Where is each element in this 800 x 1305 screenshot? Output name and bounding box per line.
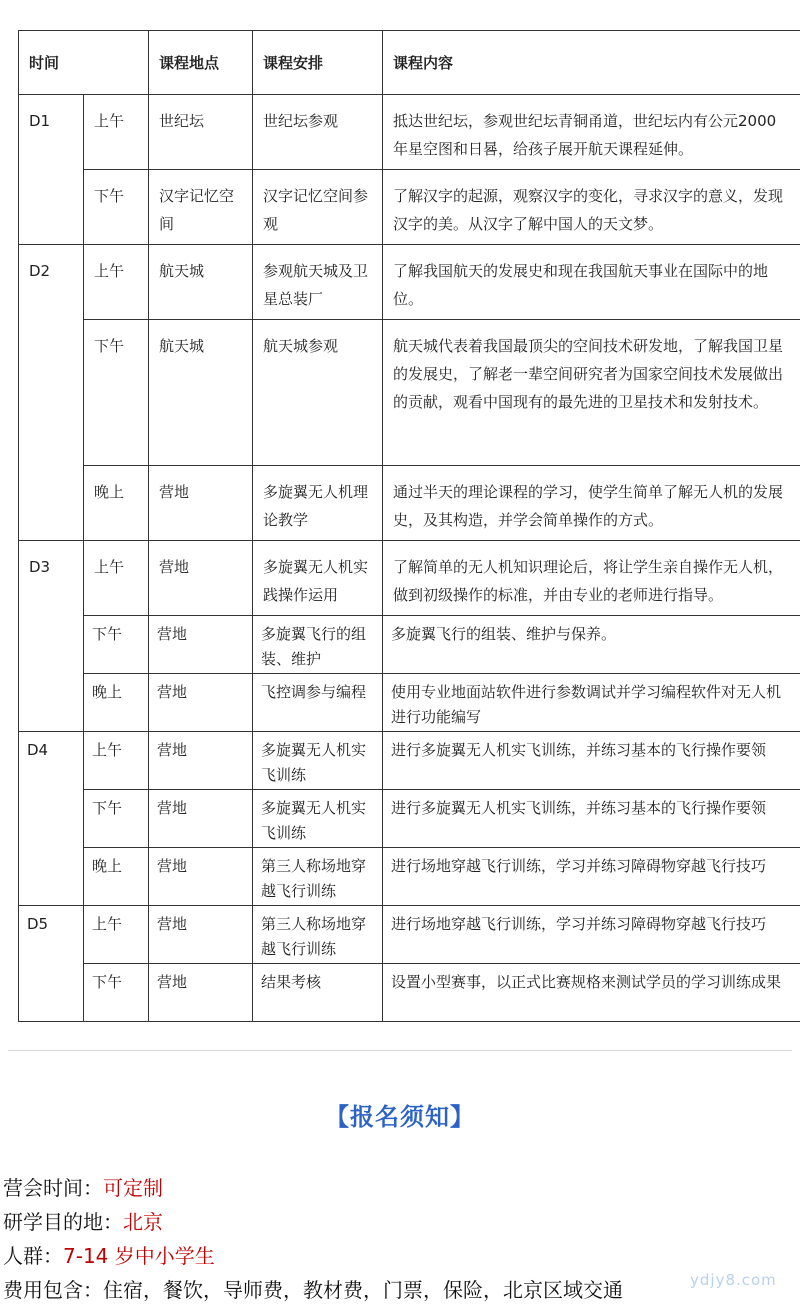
table-row	[19, 732, 800, 790]
location-cell: 营地	[149, 674, 253, 732]
info-label: 人群：	[3, 1244, 63, 1268]
table-row	[19, 95, 800, 170]
header-arrangement: 课程安排	[253, 31, 383, 95]
location-cell: 营地	[149, 466, 253, 541]
day-label: D5	[19, 906, 84, 1022]
location-cell: 营地	[149, 732, 253, 790]
period-cell: 上午	[84, 732, 149, 790]
table-row	[19, 790, 800, 848]
period-cell: 上午	[84, 245, 149, 320]
arrangement-cell: 结果考核	[253, 964, 383, 1022]
course-schedule-table	[18, 30, 800, 1022]
table-row	[19, 848, 800, 906]
table-row	[19, 616, 800, 674]
header-location: 课程地点	[149, 31, 253, 95]
location-cell: 航天城	[149, 320, 253, 466]
period-cell: 下午	[84, 790, 149, 848]
location-cell: 营地	[149, 848, 253, 906]
day-label: D1	[19, 95, 84, 245]
table-row	[19, 320, 800, 466]
info-line-fees	[3, 1274, 623, 1303]
period-cell: 晚上	[84, 848, 149, 906]
location-cell: 汉字记忆空间	[149, 170, 253, 245]
arrangement-cell: 多旋翼无人机实飞训练	[253, 732, 383, 790]
info-label: 营会时间：	[3, 1176, 103, 1200]
info-label: 研学目的地：	[3, 1210, 123, 1234]
content-cell: 通过半天的理论课程的学习，使学生简单了解无人机的发展史，及其构造，并学会简单操作的方式。	[383, 466, 800, 541]
location-cell: 营地	[149, 964, 253, 1022]
arrangement-cell: 飞控调参与编程	[253, 674, 383, 732]
table-header-row	[19, 31, 800, 95]
content-cell: 航天城代表着我国最顶尖的空间技术研发地，了解我国卫星的发展史，了解老一辈空间研究者为国家空间技术发展做出的贡献，观看中国现有的最先进的卫星技术和发射技术。	[383, 320, 800, 466]
watermark: ydjy8.com	[690, 1271, 777, 1289]
table-row	[19, 674, 800, 732]
content-cell: 使用专业地面站软件进行参数调试并学习编程软件对无人机进行功能编写	[383, 674, 800, 732]
period-cell: 上午	[84, 541, 149, 616]
content-cell: 抵达世纪坛，参观世纪坛青铜甬道，世纪坛内有公元2000年星空图和日晷，给孩子展开航天课程延伸。	[383, 95, 800, 170]
period-cell: 晚上	[84, 674, 149, 732]
arrangement-cell: 多旋翼无人机理论教学	[253, 466, 383, 541]
location-cell: 营地	[149, 790, 253, 848]
arrangement-cell: 多旋翼无人机实践操作运用	[253, 541, 383, 616]
info-value: 7-14 岁中小学生	[63, 1244, 215, 1268]
period-cell: 上午	[84, 95, 149, 170]
arrangement-cell: 第三人称场地穿越飞行训练	[253, 848, 383, 906]
content-cell: 进行场地穿越飞行训练，学习并练习障碍物穿越飞行技巧	[383, 848, 800, 906]
table-row	[19, 245, 800, 320]
table-row	[19, 170, 800, 245]
notice-title: 【报名须知】	[325, 1103, 475, 1131]
day-label: D2	[19, 245, 84, 541]
arrangement-cell: 多旋翼无人机实飞训练	[253, 790, 383, 848]
info-line-audience	[3, 1240, 215, 1269]
table-row	[19, 541, 800, 616]
section-divider	[8, 1050, 792, 1051]
location-cell: 营地	[149, 541, 253, 616]
period-cell: 下午	[84, 616, 149, 674]
header-time: 时间	[19, 31, 149, 95]
info-label: 费用包含：	[3, 1278, 103, 1302]
info-line-destination	[3, 1206, 163, 1235]
content-cell: 了解汉字的起源，观察汉字的变化，寻求汉字的意义，发现汉字的美。从汉字了解中国人的天文梦。	[383, 170, 800, 245]
arrangement-cell: 世纪坛参观	[253, 95, 383, 170]
content-cell: 进行多旋翼无人机实飞训练，并练习基本的飞行操作要领	[383, 790, 800, 848]
arrangement-cell: 第三人称场地穿越飞行训练	[253, 906, 383, 964]
location-cell: 世纪坛	[149, 95, 253, 170]
day-label: D3	[19, 541, 84, 732]
period-cell: 下午	[84, 320, 149, 466]
info-value: 可定制	[103, 1176, 163, 1200]
period-cell: 下午	[84, 170, 149, 245]
arrangement-cell: 多旋翼飞行的组装、维护	[253, 616, 383, 674]
period-cell: 下午	[84, 964, 149, 1022]
table-row	[19, 466, 800, 541]
header-content: 课程内容	[383, 31, 800, 95]
day-label: D4	[19, 732, 84, 906]
period-cell: 晚上	[84, 466, 149, 541]
content-cell: 进行场地穿越飞行训练，学习并练习障碍物穿越飞行技巧	[383, 906, 800, 964]
content-cell: 进行多旋翼无人机实飞训练，并练习基本的飞行操作要领	[383, 732, 800, 790]
info-value: 住宿，餐饮，导师费，教材费，门票，保险，北京区域交通	[103, 1278, 623, 1302]
content-cell: 了解我国航天的发展史和现在我国航天事业在国际中的地位。	[383, 245, 800, 320]
arrangement-cell: 参观航天城及卫星总装厂	[253, 245, 383, 320]
location-cell: 营地	[149, 906, 253, 964]
content-cell: 设置小型赛事，以正式比赛规格来测试学员的学习训练成果	[383, 964, 800, 1022]
info-value: 北京	[123, 1210, 163, 1234]
info-line-time	[3, 1172, 163, 1201]
table-row	[19, 964, 800, 1022]
arrangement-cell: 航天城参观	[253, 320, 383, 466]
arrangement-cell: 汉字记忆空间参观	[253, 170, 383, 245]
table-row	[19, 906, 800, 964]
location-cell: 营地	[149, 616, 253, 674]
content-cell: 了解简单的无人机知识理论后，将让学生亲自操作无人机，做到初级操作的标准，并由专业的老师进行指导。	[383, 541, 800, 616]
content-cell: 多旋翼飞行的组装、维护与保养。	[383, 616, 800, 674]
period-cell: 上午	[84, 906, 149, 964]
location-cell: 航天城	[149, 245, 253, 320]
